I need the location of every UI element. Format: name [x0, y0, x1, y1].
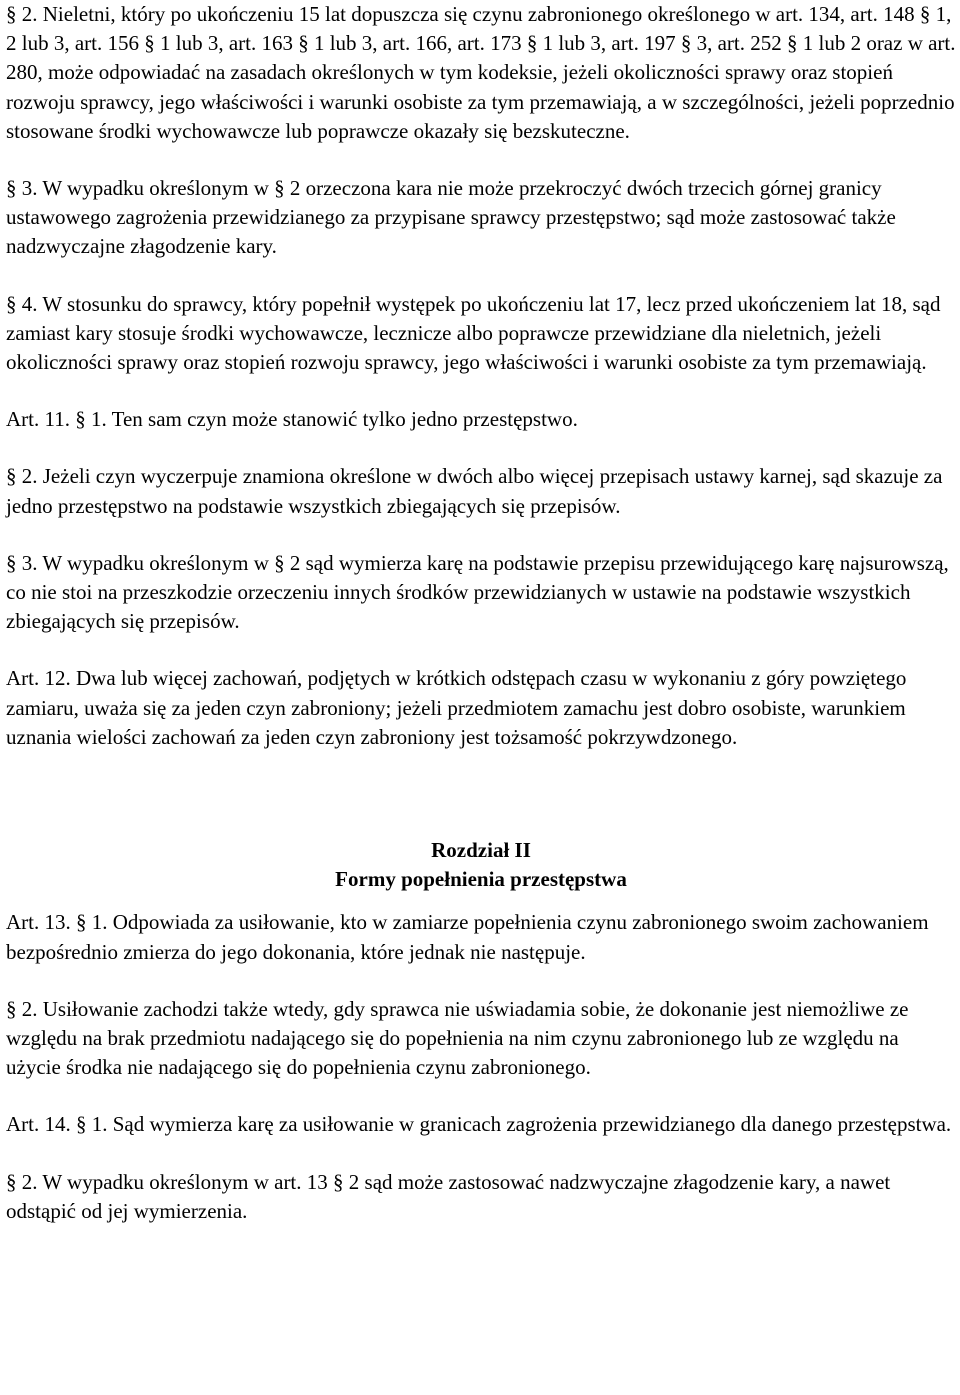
paragraph-art10-par3: § 3. W wypadku określonym w § 2 orzeczona kara nie może przekroczyć dwóch trzecich górnej granicy ustawowego zagrożenia przewidzianego za przypisane sprawcy przestępstwo; sąd może zastosować także nadzwyczajne złagodzenie kary.	[6, 176, 896, 259]
chapter-title: Rozdział II	[431, 838, 531, 863]
paragraph-art11-par1: Art. 11. § 1. Ten sam czyn może stanowić tylko jedno przestępstwo.	[6, 407, 578, 432]
chapter-subtitle: Formy popełnienia przestępstwa	[335, 867, 627, 892]
paragraph-art12: Art. 12. Dwa lub więcej zachowań, podjętych w krótkich odstępach czasu w wykonaniu z góry powziętego zamiaru, uważa się za jeden czyn zabroniony; jeżeli przedmiotem zamachu jest dobro osobiste, warunkiem uznania wielości zachowań za jeden czyn zabroniony jest tożsamość pokrzywdzonego.	[6, 666, 907, 749]
paragraph-art14-par2: § 2. W wypadku określonym w art. 13 § 2 sąd może zastosować nadzwyczajne złagodzenie kary, a nawet odstąpić od jej wymierzenia.	[6, 1169, 891, 1223]
paragraph-art13-par2: § 2. Usiłowanie zachodzi także wtedy, gdy sprawca nie uświadamia sobie, że dokonanie jest niemożliwe ze względu na brak przedmiotu nadającego się do popełnienia na nim czynu zabronionego lub ze względu na użycie środka nie nadającego się do popełnienia czynu zabronionego.	[6, 996, 909, 1080]
chapter-heading	[6, 836, 956, 894]
paragraph-art11-par3: § 3. W wypadku określonym w § 2 sąd wymierza karę na podstawie przepisu przewidującego karę najsurowszą, co nie stoi na przeszkodzie orzeczeniu innych środków przewidzianych w ustawie na podstawie wszystkich zbiegających się przepisów.	[6, 550, 949, 634]
paragraph-art13-par1: Art. 13. § 1. Odpowiada za usiłowanie, kto w zamiarze popełnienia czynu zabronionego swoim zachowaniem bezpośrednio zmierza do jego dokonania, które jednak nie następuje.	[6, 910, 929, 964]
paragraph-art14-par1: Art. 14. § 1. Sąd wymierza karę za usiłowanie w granicach zagrożenia przewidzianego dla danego przestępstwa.	[6, 1112, 952, 1137]
chapter-spacer	[6, 780, 956, 836]
paragraph-art10-par4: § 4. W stosunku do sprawcy, który popełnił występek po ukończeniu lat 17, lecz przed ukończeniem lat 18, sąd zamiast kary stosuje środki wychowawcze, lecznicze albo poprawcze przewidziane dla nieletnich, jeżeli okoliczności sprawy oraz stopień rozwoju sprawcy, jego właściwości i warunki osobiste za tym przemawiają.	[6, 291, 941, 375]
document-page	[6, 0, 956, 1254]
paragraph-art11-par2: § 2. Jeżeli czyn wyczerpuje znamiona określone w dwóch albo więcej przepisach ustawy karnej, sąd skazuje za jedno przestępstwo na podstawie wszystkich zbiegających się przepisów.	[6, 464, 943, 518]
paragraph-art10-par2: § 2. Nieletni, który po ukończeniu 15 lat dopuszcza się czynu zabronionego określonego w art. 134, art. 148 § 1, 2 lub 3, art. 156 § 1 lub 3, art. 163 § 1 lub 3, art. 166, art. 173 § 1 lub 3, art. 197 § 3, art. 252 § 1 lub 2 oraz w art. 280, może odpowiadać na zasadach określonych w tym kodeksie, jeżeli okoliczności sprawy oraz stopień rozwoju sprawcy, jego właściwości i warunki osobiste za tym przemawiają, a w szczególności, jeżeli poprzednio stosowane środki wychowawcze lub poprawcze okazały się bezskuteczne.	[6, 2, 956, 143]
